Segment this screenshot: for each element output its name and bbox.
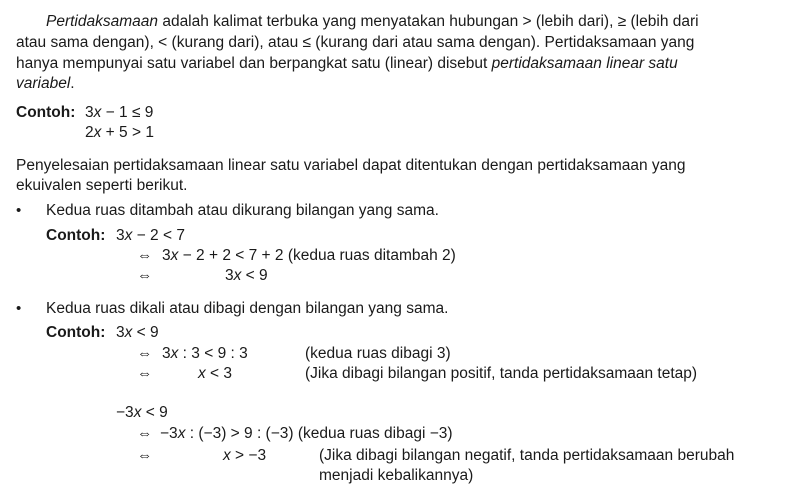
coef: 3	[85, 104, 94, 121]
var: x	[93, 124, 102, 141]
solving-line-1: Penyelesaian pertidaksamaan linear satu variabel dapat ditentukan dengan pertidaksamaan yang	[16, 157, 686, 174]
bullet-1-eq2	[225, 265, 268, 286]
rest: < 9	[141, 404, 168, 421]
var: x	[93, 104, 102, 121]
equivalence-arrow: ⇔	[137, 345, 153, 362]
bullet-1-example-label: Contoh:	[46, 227, 106, 244]
equivalence-arrow: ⇔	[137, 365, 153, 382]
rest: − 2 + 2 < 7 + 2 (kedua ruas ditambah 2)	[178, 247, 456, 264]
rest: < 3	[205, 365, 233, 382]
coef: 3	[116, 227, 125, 244]
term-variabel: variabel	[16, 75, 71, 92]
bullet-2-eq4	[160, 423, 453, 444]
bullet-1-eq1	[162, 245, 456, 266]
bullet-2-eq2	[198, 363, 232, 384]
bullet-2-eq5-note-line-1: (Jika dibagi bilangan negatif, tanda pertidaksamaan berubah	[319, 447, 735, 464]
intro-line-3	[16, 53, 678, 74]
term-pertidaksamaan-linear: pertidaksamaan linear satu	[491, 55, 678, 72]
var: x	[170, 247, 179, 264]
coef: 3	[162, 247, 171, 264]
var: x	[133, 404, 142, 421]
equivalence-arrow: ⇔	[137, 247, 153, 264]
equivalence-arrow: ⇔	[137, 425, 153, 442]
rest: − 1 ≤ 9	[101, 104, 154, 121]
rest: : (−3) > 9 : (−3) (kedua ruas dibagi −3)	[185, 425, 453, 442]
bullet-2-example-label: Contoh:	[46, 324, 106, 341]
var: x	[198, 365, 206, 382]
coef: 3	[162, 345, 171, 362]
var: x	[223, 447, 231, 464]
var: x	[177, 425, 186, 442]
solving-line-2: ekuivalen seperti berikut.	[16, 177, 188, 194]
intro-line-1-text: adalah kalimat terbuka yang menyatakan hubungan > (lebih dari), ≥ (lebih dari	[158, 13, 699, 30]
bullet-1-mark: •	[16, 202, 22, 219]
example1-label: Contoh:	[16, 104, 76, 121]
bullet-2-eq1	[162, 343, 248, 364]
bullet-2-mark: •	[16, 300, 22, 317]
rest: − 2 < 7	[132, 227, 185, 244]
coef: −3	[160, 425, 178, 442]
bullet-2-eq0	[116, 322, 159, 343]
coef: 3	[116, 324, 125, 341]
coef: 2	[85, 124, 94, 141]
bullet-2-eq5-note-line-2: menjadi kebalikannya)	[319, 467, 474, 484]
intro-line-3-text: hanya mempunyai satu variabel dan berpangkat satu (linear) disebut	[16, 55, 492, 72]
bullet-2-eq1-note: (kedua ruas dibagi 3)	[305, 345, 451, 362]
rest: + 5 > 1	[101, 124, 154, 141]
bullet-2-text: Kedua ruas dikali atau dibagi dengan bilangan yang sama.	[46, 300, 449, 317]
intro-line-4-period: .	[70, 75, 75, 92]
bullet-2-eq5	[223, 445, 266, 466]
term-pertidaksamaan: Pertidaksamaan	[46, 13, 159, 30]
rest: : 3 < 9 : 3	[178, 345, 248, 362]
equivalence-arrow: ⇔	[137, 447, 153, 464]
intro-line-1	[46, 11, 699, 32]
example1-eq2	[85, 122, 154, 143]
intro-line-4	[16, 73, 75, 94]
var: x	[233, 267, 242, 284]
bullet-2-eq2-note: (Jika dibagi bilangan positif, tanda pertidaksamaan tetap)	[305, 365, 698, 382]
var: x	[124, 324, 133, 341]
equivalence-arrow: ⇔	[137, 267, 153, 284]
intro-line-2: atau sama dengan), < (kurang dari), atau ≤ (kurang dari atau sama dengan). Pertidaksamaan yang	[16, 34, 695, 51]
var: x	[124, 227, 133, 244]
rest: < 9	[241, 267, 268, 284]
bullet-2-eq3	[116, 402, 168, 423]
example1-eq1	[85, 102, 153, 123]
rest: > −3	[230, 447, 267, 464]
rest: < 9	[132, 324, 159, 341]
bullet-1-text: Kedua ruas ditambah atau dikurang bilangan yang sama.	[46, 202, 439, 219]
bullet-1-eq0	[116, 225, 185, 246]
var: x	[170, 345, 179, 362]
coef: 3	[225, 267, 234, 284]
coef: −3	[116, 404, 134, 421]
